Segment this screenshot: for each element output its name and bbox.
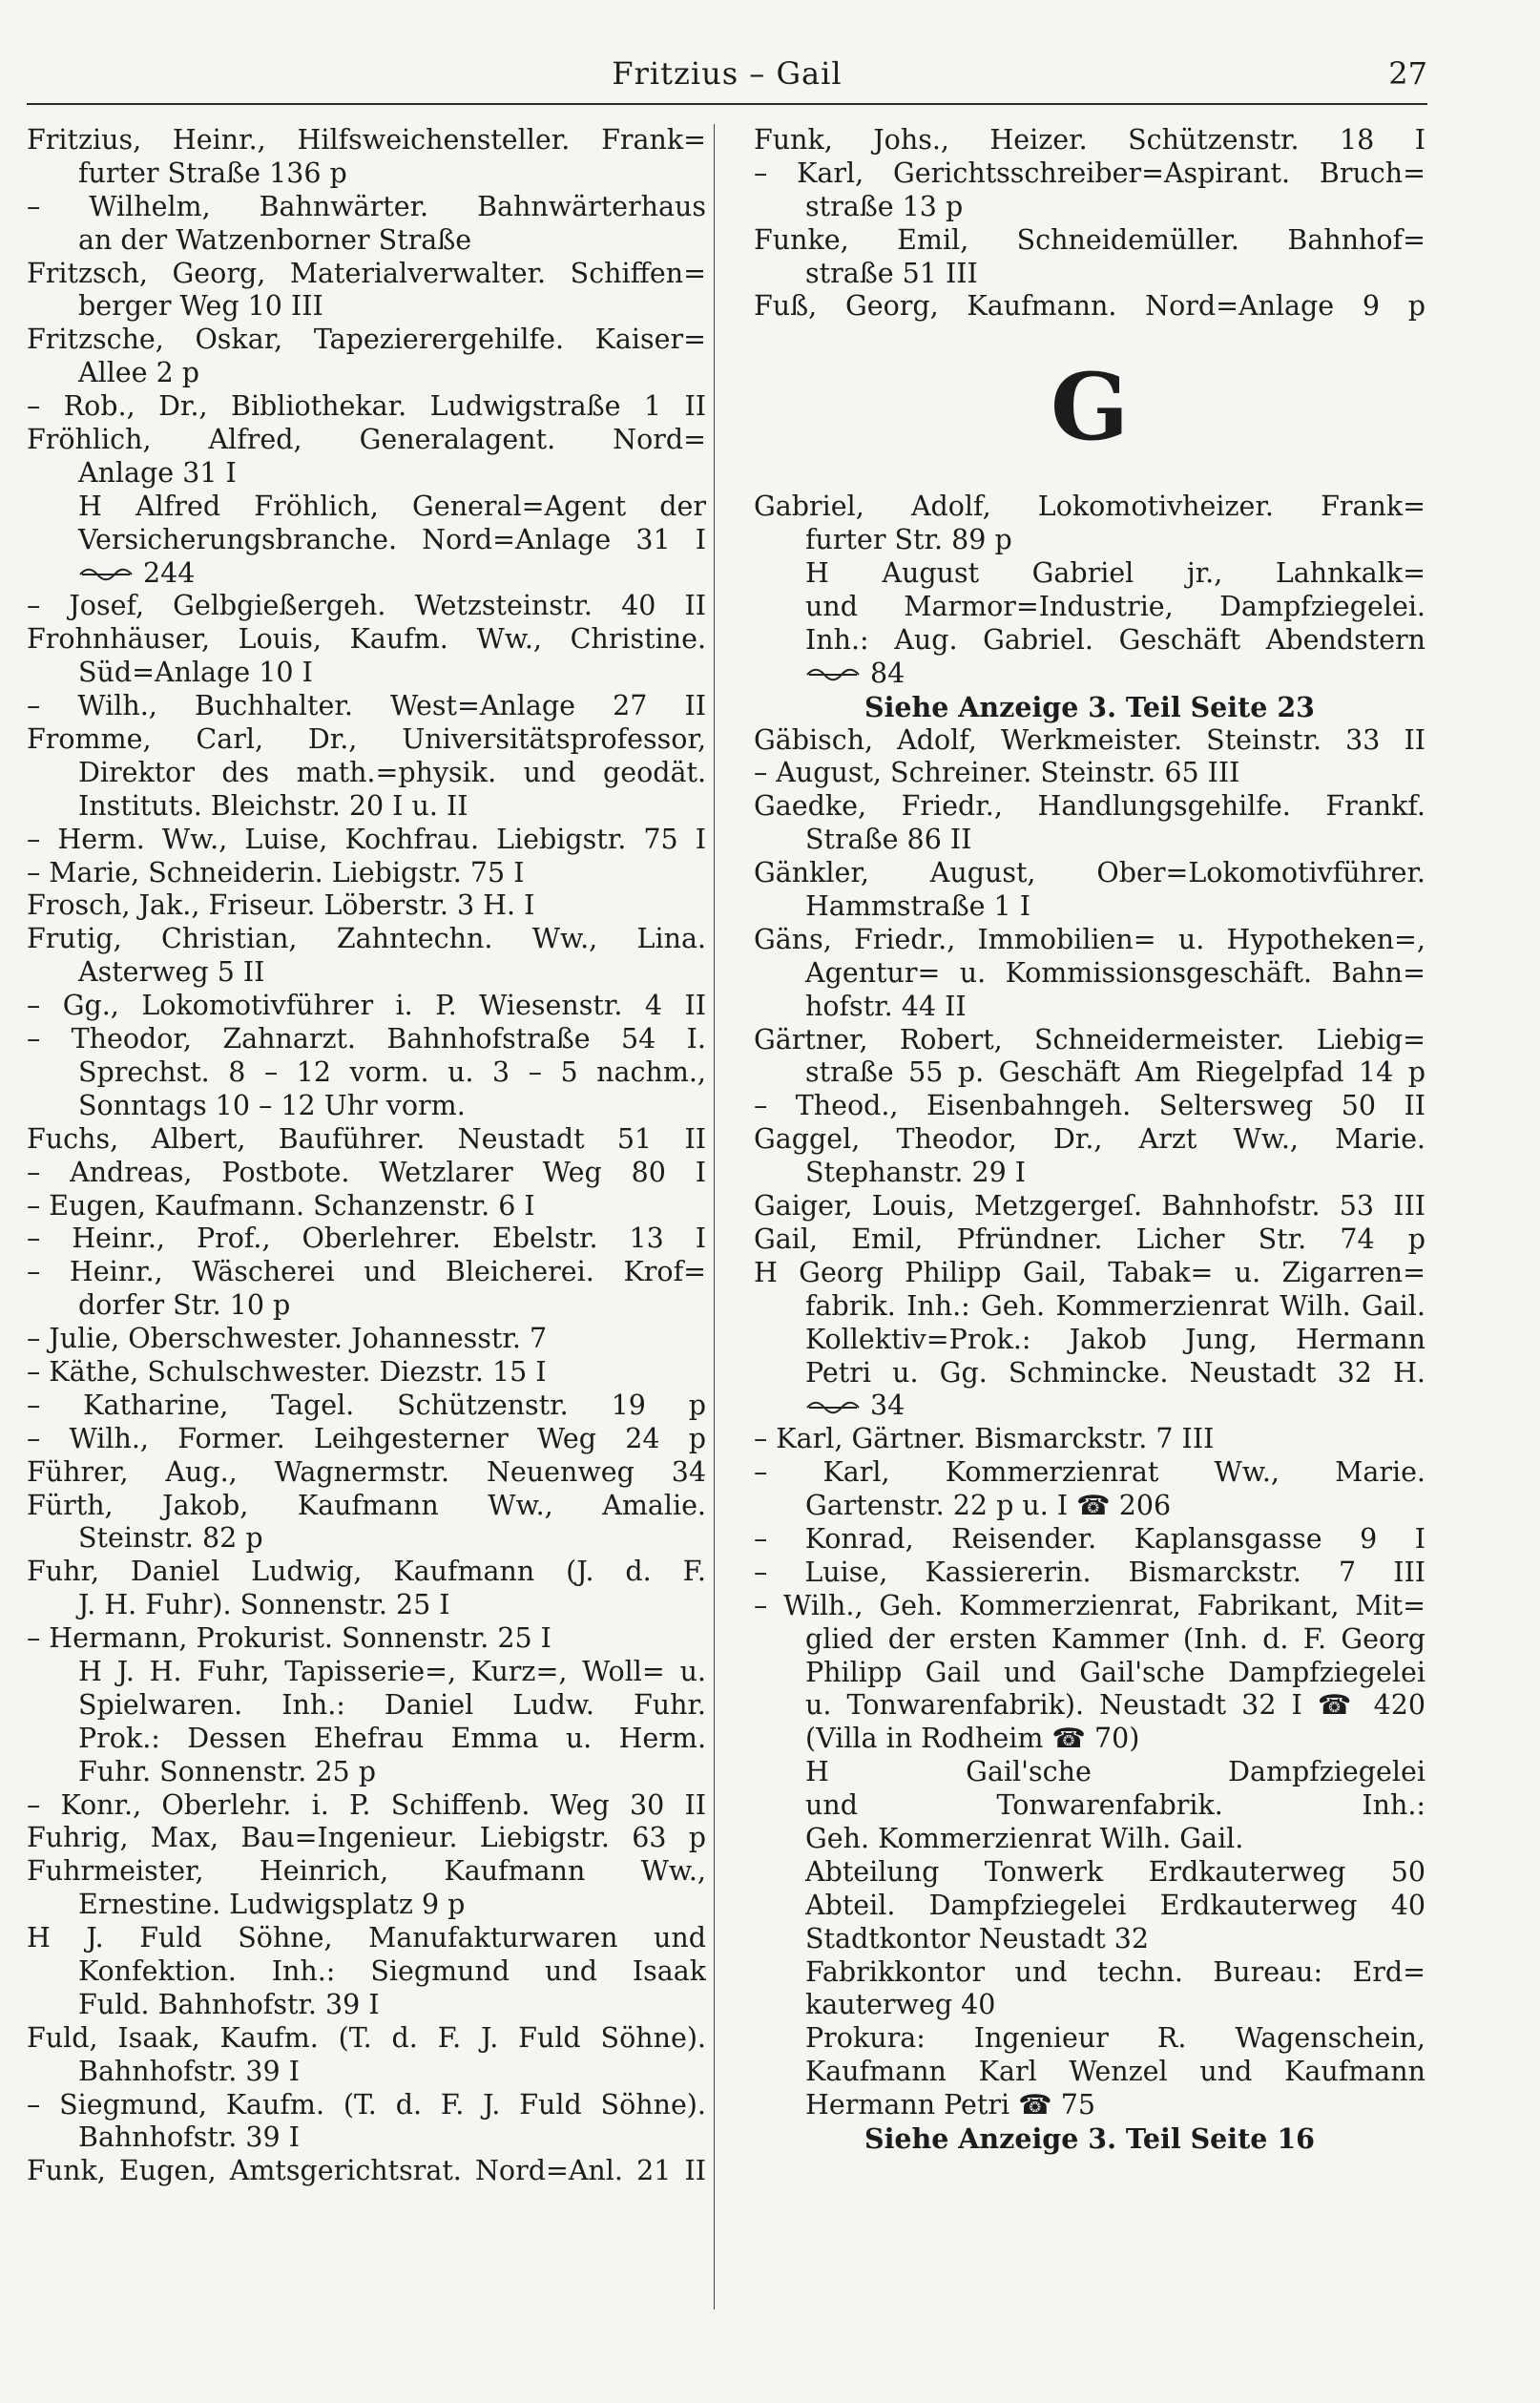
directory-line — [27, 2089, 706, 2122]
line-text: furter Straße 136 p — [78, 157, 347, 189]
directory-line — [27, 491, 706, 524]
line-text: Fuld, Isaak, Kaufm. (T. d. F. J. Fuld Söhne). — [27, 2021, 706, 2054]
directory-line — [754, 1357, 1426, 1390]
line-text: Gaggel, Theodor, Dr., Arzt Ww., Marie. — [754, 1123, 1426, 1156]
line-text: – Karl, Gerichtsschreiber=Aspirant. Bruch= — [754, 157, 1426, 189]
line-text: Kollektiv=Prok.: Jakob Jung, Hermann — [805, 1323, 1426, 1355]
line-text: Straße 86 II — [805, 824, 972, 856]
directory-line — [754, 1223, 1426, 1257]
directory-line — [27, 290, 706, 324]
directory-line — [754, 124, 1426, 157]
directory-line — [27, 357, 706, 390]
directory-line — [27, 157, 706, 191]
line-text: – Herm. Ww., Luise, Kochfrau. Liebigstr. 75 I — [27, 823, 706, 855]
line-text: Steinstr. 82 p — [78, 1522, 263, 1555]
line-text: Ernestine. Ludwigsplatz 9 p — [78, 1889, 466, 1921]
directory-line — [27, 1955, 706, 1989]
directory-line — [754, 957, 1426, 991]
line-text: – Gg., Lokomotivführer i. P. Wiesenstr. 4 II — [27, 990, 706, 1022]
line-text: – Käthe, Schulschwester. Diezstr. 15 I — [27, 1355, 547, 1388]
line-text: H J. Fuld Söhne, Manufakturwaren und — [27, 1922, 706, 1954]
line-text: Instituts. Bleichstr. 20 I u. II — [78, 789, 468, 822]
line-text: – Rob., Dr., Bibliothekar. Ludwigstraße 1 II — [27, 390, 706, 423]
directory-line — [754, 1056, 1426, 1090]
line-text: Agentur= u. Kommissionsgeschäft. Bahn= — [805, 956, 1426, 989]
directory-line — [27, 1855, 706, 1889]
directory-line — [754, 924, 1426, 957]
line-text: Fuhrig, Max, Bau=Ingenieur. Liebigstr. 63 p — [27, 1822, 706, 1854]
line-text: Siehe Anzeige 3. Teil Seite 16 — [864, 2121, 1316, 2155]
line-text: Allee 2 p — [78, 357, 200, 389]
directory-line — [754, 2056, 1426, 2089]
right-column — [754, 124, 1426, 2156]
line-text: an der Watzenborner Straße — [78, 223, 472, 256]
line-text: Siehe Anzeige 3. Teil Seite 23 — [864, 690, 1316, 723]
directory-line — [754, 890, 1426, 924]
line-text: glied der ersten Kammer (Inh. d. F. Georg — [805, 1622, 1426, 1655]
line-text: H J. H. Fuhr, Tapisserie=, Kurz=, Woll= u. — [78, 1655, 706, 1687]
directory-line — [754, 1523, 1426, 1557]
line-text: hofstr. 44 II — [805, 990, 967, 1022]
line-text: kauterweg 40 — [805, 1989, 996, 2021]
directory-line — [754, 691, 1426, 724]
line-text: Versicherungsbranche. Nord=Anlage 31 I — [78, 523, 706, 555]
line-text: Fuld. Bahnhofstr. 39 I — [78, 1988, 380, 2020]
line-text: Stephanstr. 29 I — [805, 1157, 1027, 1189]
directory-line — [27, 790, 706, 824]
directory-line — [27, 324, 706, 357]
line-text: Funke, Emil, Schneidemüller. Bahnhof= — [754, 223, 1426, 256]
directory-line — [27, 824, 706, 857]
directory-line — [754, 1490, 1426, 1523]
line-text: Sprechst. 8 – 12 vorm. u. 3 – 5 nachm., — [78, 1055, 706, 1088]
line-text: Fröhlich, Alfred, Generalagent. Nord= — [27, 424, 706, 456]
line-text: – Theodor, Zahnarzt. Bahnhofstraße 54 I. — [27, 1023, 706, 1055]
line-text: Gänkler, August, Ober=Lokomotivführer. — [754, 857, 1426, 889]
directory-line — [27, 657, 706, 690]
line-text: Frutig, Christian, Zahntechn. Ww., Lina. — [27, 923, 706, 955]
line-text: Anlage 31 I — [78, 456, 237, 489]
directory-line — [754, 157, 1426, 191]
line-text: – Luise, Kassiererin. Bismarckstr. 7 III — [754, 1556, 1426, 1588]
right-column-top — [754, 124, 1426, 324]
directory-line — [754, 1423, 1426, 1456]
line-text: Abteil. Dampfziegelei Erdkauterweg 40 — [805, 1889, 1426, 1921]
section-heading — [754, 324, 1426, 491]
directory-line — [754, 557, 1426, 591]
line-text: – Heinr., Prof., Oberlehrer. Ebelstr. 13 I — [27, 1222, 706, 1255]
directory-line — [754, 1989, 1426, 2022]
directory-line — [27, 956, 706, 990]
line-text: Fromme, Carl, Dr., Universitätsprofessor, — [27, 723, 706, 756]
directory-line — [27, 690, 706, 723]
directory-line — [27, 1756, 706, 1789]
line-text: – Hermann, Prokurist. Sonnenstr. 25 I — [27, 1622, 551, 1655]
directory-line — [27, 1789, 706, 1823]
directory-line — [27, 1256, 706, 1289]
line-text: Fritzsche, Oskar, Tapezierergehilfe. Kaiser= — [27, 324, 706, 356]
page-number: 27 — [1388, 55, 1427, 92]
directory-line — [754, 1623, 1426, 1657]
directory-line — [27, 857, 706, 890]
directory-line — [27, 623, 706, 657]
line-text: Fabrikkontor und techn. Bureau: Erd= — [805, 1955, 1426, 1988]
line-text: Prok.: Dessen Ehefrau Emma u. Herm. — [78, 1722, 706, 1754]
directory-line — [27, 2121, 706, 2155]
directory-line — [27, 1390, 706, 1423]
line-text: u. Tonwarenfabrik). Neustadt 32 I ☎ 420 — [805, 1689, 1426, 1722]
directory-line — [27, 1822, 706, 1855]
line-text: Asterweg 5 II — [78, 956, 265, 989]
directory-line — [754, 624, 1426, 658]
line-text: Abteilung Tonwerk Erdkauterweg 50 — [805, 1855, 1426, 1888]
line-text: Hammstraße 1 I — [805, 890, 1031, 923]
directory-line — [754, 1123, 1426, 1157]
directory-line — [754, 790, 1426, 824]
directory-line — [754, 1090, 1426, 1123]
directory-line — [27, 424, 706, 457]
directory-line — [27, 1356, 706, 1390]
directory-line — [27, 1989, 706, 2022]
directory-line — [754, 2122, 1426, 2156]
line-text: Philipp Gail und Gail'sche Dampfziegelei — [805, 1656, 1426, 1688]
directory-line — [27, 1323, 706, 1356]
directory-line — [754, 258, 1426, 291]
line-text: – Josef, Gelbgießergeh. Wetzsteinstr. 40 II — [27, 590, 706, 622]
directory-line — [27, 990, 706, 1023]
directory-line — [27, 1922, 706, 1955]
directory-line — [27, 1556, 706, 1589]
directory-line — [27, 557, 706, 591]
directory-line — [754, 1723, 1426, 1756]
directory-line — [27, 1522, 706, 1556]
directory-line — [27, 1622, 706, 1656]
directory-line — [754, 1689, 1426, 1723]
directory-line — [27, 590, 706, 623]
directory-line — [754, 1024, 1426, 1057]
line-text: – Karl, Gärtner. Bismarckstr. 7 III — [754, 1423, 1215, 1455]
directory-line — [27, 1157, 706, 1190]
directory-line — [27, 1222, 706, 1256]
line-text: Gäns, Friedr., Immobilien= u. Hypotheken=, — [754, 923, 1426, 955]
directory-line — [27, 1689, 706, 1723]
telephone-icon — [805, 667, 861, 682]
line-text: dorfer Str. 10 p — [78, 1289, 291, 1322]
page-header — [27, 50, 1427, 105]
directory-line — [754, 1456, 1426, 1490]
directory-line — [27, 1589, 706, 1622]
telephone-icon — [805, 1400, 861, 1415]
directory-line — [754, 824, 1426, 857]
line-text: Fuhr, Daniel Ludwig, Kaufmann (J. d. F. — [27, 1556, 706, 1588]
section-letter: G — [1051, 352, 1129, 461]
directory-line — [27, 457, 706, 491]
directory-line — [27, 1723, 706, 1756]
line-text: Bahnhofstr. 39 I — [78, 2055, 300, 2087]
line-text: berger Weg 10 III — [78, 290, 323, 323]
line-text: fabrik. Inh.: Geh. Kommerzienrat Wilh. Gail. — [805, 1289, 1426, 1322]
directory-line — [754, 1390, 1426, 1423]
line-text: Inh.: Aug. Gabriel. Geschäft Abendstern — [805, 623, 1426, 656]
directory-line — [754, 1157, 1426, 1190]
directory-line — [754, 1923, 1426, 1956]
line-text: Fritzsch, Georg, Materialverwalter. Schiffen= — [27, 257, 706, 289]
directory-line — [27, 1090, 706, 1123]
line-text: Fürth, Jakob, Kaufmann Ww., Amalie. — [27, 1489, 706, 1521]
line-text: Konfektion. Inh.: Siegmund und Isaak — [78, 1954, 706, 1987]
directory-line — [27, 1289, 706, 1323]
directory-line — [754, 658, 1426, 691]
directory-line — [27, 1490, 706, 1523]
directory-line — [27, 1456, 706, 1490]
line-text: Prokura: Ingenieur R. Wagenschein, — [805, 2022, 1426, 2055]
line-text: und Tonwarenfabrik. Inh.: — [805, 1789, 1426, 1822]
directory-line — [754, 757, 1426, 790]
line-text: Frohnhäuser, Louis, Kaufm. Ww., Christine. — [27, 623, 706, 656]
line-text: Gärtner, Robert, Schneidermeister. Liebig= — [754, 1023, 1426, 1055]
directory-line — [27, 1889, 706, 1922]
directory-line — [27, 1123, 706, 1157]
line-text: (Villa in Rodheim ☎ 70) — [805, 1723, 1140, 1755]
line-text: – Katharine, Tagel. Schützenstr. 19 p — [27, 1389, 706, 1421]
line-text: Hermann Petri ☎ 75 — [805, 2089, 1095, 2121]
directory-line — [754, 1190, 1426, 1223]
directory-line — [754, 1789, 1426, 1823]
line-text: Frosch, Jak., Friseur. Löberstr. 3 H. I — [27, 889, 535, 922]
line-text: Gaiger, Louis, Metzgergeſ. Bahnhofstr. 53 III — [754, 1190, 1426, 1222]
running-head: Fritzius – Gail — [612, 55, 843, 92]
directory-line — [27, 1056, 706, 1090]
line-text: – Eugen, Kaufmann. Schanzenstr. 6 I — [27, 1189, 535, 1222]
line-text: – Julie, Oberschwester. Johannesstr. 7 — [27, 1323, 548, 1355]
line-text: – Wilhelm, Bahnwärter. Bahnwärterhaus — [27, 190, 706, 222]
directory-line — [27, 191, 706, 224]
left-column — [27, 124, 715, 2309]
line-text: Gäbisch, Adolf, Werkmeister. Steinstr. 33 II — [754, 723, 1426, 756]
directory-line — [27, 923, 706, 956]
line-text: straße 55 p. Geschäft Am Riegelpfad 14 p — [805, 1056, 1426, 1089]
directory-line — [754, 857, 1426, 890]
line-text: – Heinr., Wäscherei und Bleicherei. Krof= — [27, 1256, 706, 1288]
directory-line — [27, 1190, 706, 1223]
directory-line — [754, 1290, 1426, 1324]
directory-line — [27, 2022, 706, 2056]
directory-line — [27, 124, 706, 157]
line-text: Spielwaren. Inh.: Daniel Ludw. Fuhr. — [78, 1688, 706, 1721]
line-text: Fuchs, Albert, Bauführer. Neustadt 51 II — [27, 1122, 706, 1155]
line-text: Süd=Anlage 10 I — [78, 657, 313, 689]
line-text: J. H. Fuhr). Sonnenstr. 25 I — [78, 1589, 450, 1621]
directory-line — [27, 524, 706, 557]
line-text: Sonntags 10 – 12 Uhr vorm. — [78, 1089, 466, 1121]
directory-line — [754, 1890, 1426, 1923]
directory-line — [754, 1657, 1426, 1690]
line-text: Geh. Kommerzienrat Wilh. Gail. — [805, 1822, 1244, 1854]
line-text: H Gail'sche Dampfziegelei — [805, 1756, 1426, 1788]
line-text: Kaufmann Karl Wenzel und Kaufmann — [805, 2056, 1426, 2088]
line-text: – Karl, Kommerzienrat Ww., Marie. — [754, 1456, 1426, 1489]
directory-line — [754, 290, 1426, 324]
directory-line — [754, 1590, 1426, 1623]
line-text: – Konr., Oberlehr. i. P. Schiffenb. Weg 30 II — [27, 1788, 706, 1821]
directory-line — [754, 1823, 1426, 1856]
directory-line — [27, 1656, 706, 1689]
directory-line — [754, 1956, 1426, 1990]
line-text: Stadtkontor Neustadt 32 — [805, 1922, 1149, 1954]
directory-line — [754, 524, 1426, 557]
line-text: und Marmor=Industrie, Dampfziegelei. — [805, 591, 1426, 623]
directory-line — [27, 757, 706, 790]
directory-line — [754, 724, 1426, 758]
directory-line — [27, 1023, 706, 1056]
line-text: Gartenstr. 22 p u. I ☎ 206 — [805, 1490, 1172, 1522]
directory-line — [754, 591, 1426, 624]
directory-line — [754, 1756, 1426, 1789]
line-text: H Georg Philipp Gail, Tabak= u. Zigarren= — [754, 1256, 1426, 1288]
directory-line — [754, 2022, 1426, 2056]
line-text: 34 — [870, 1390, 905, 1422]
directory-line — [27, 1423, 706, 1456]
telephone-icon — [78, 567, 134, 582]
line-text: Gaedke, Friedr., Handlungsgehilfe. Frankf. — [754, 790, 1426, 823]
line-text: – Wilh., Buchhalter. West=Anlage 27 II — [27, 690, 706, 722]
line-text: Fuß, Georg, Kaufmann. Nord=Anlage 9 p — [754, 290, 1426, 323]
directory-line — [754, 491, 1426, 524]
directory-line — [27, 2056, 706, 2089]
line-text: – Wilh., Geh. Kommerzienrat, Fabrikant, Mit= — [754, 1589, 1426, 1621]
line-text: Führer, Aug., Wagnermstr. Neuenweg 34 — [27, 1455, 706, 1488]
line-text: – Siegmund, Kaufm. (T. d. F. J. Fuld Söhne). — [27, 2088, 706, 2121]
directory-line — [27, 723, 706, 757]
directory-line — [27, 390, 706, 424]
line-text: – August, Schreiner. Steinstr. 65 III — [754, 757, 1240, 789]
line-text: – Wilh., Former. Leihgesterner Weg 24 p — [27, 1422, 706, 1454]
directory-line — [754, 224, 1426, 258]
line-text: Gail, Emil, Pfründner. Licher Str. 74 p — [754, 1222, 1426, 1255]
line-text: Gabriel, Adolf, Lokomotivheizer. Frank= — [754, 491, 1426, 523]
directory-line — [754, 191, 1426, 224]
line-text: Petri u. Gg. Schmincke. Neustadt 32 H. — [805, 1356, 1426, 1389]
line-text: – Theod., Eisenbahngeh. Seltersweg 50 II — [754, 1090, 1426, 1122]
line-text: Fuhrmeister, Heinrich, Kaufmann Ww., — [27, 1855, 706, 1888]
line-text: Fuhr. Sonnenstr. 25 p — [78, 1755, 376, 1787]
directory-line — [754, 1257, 1426, 1290]
directory-line — [754, 1324, 1426, 1357]
line-text: Funk, Johs., Heizer. Schützenstr. 18 I — [754, 124, 1426, 156]
line-text: Funk, Eugen, Amtsgerichtsrat. Nord=Anl. 21 II — [27, 2155, 706, 2187]
directory-line — [27, 889, 706, 923]
line-text: straße 13 p — [805, 190, 964, 222]
line-text: – Marie, Schneiderin. Liebigstr. 75 I — [27, 856, 525, 888]
line-text: furter Str. 89 p — [805, 524, 1012, 556]
line-text: Bahnhofstr. 39 I — [78, 2121, 300, 2154]
line-text: 84 — [870, 657, 905, 689]
directory-line — [754, 2089, 1426, 2122]
line-text: 244 — [143, 556, 196, 589]
right-column-bottom — [754, 491, 1426, 2156]
directory-line — [27, 2155, 706, 2188]
line-text: Fritzius, Heinr., Hilfsweichensteller. Frank= — [27, 124, 706, 156]
directory-line — [27, 224, 706, 258]
line-text: Direktor des math.=physik. und geodät. — [78, 756, 706, 788]
directory-line — [754, 991, 1426, 1024]
line-text: H August Gabriel jr., Lahnkalk= — [805, 557, 1426, 590]
directory-line — [754, 1557, 1426, 1590]
line-text: – Konrad, Reisender. Kaplansgasse 9 I — [754, 1522, 1426, 1555]
line-text: H Alfred Fröhlich, General=Agent der — [78, 490, 706, 522]
directory-line — [754, 1856, 1426, 1890]
directory-line — [27, 258, 706, 291]
line-text: straße 51 III — [805, 257, 978, 289]
line-text: – Andreas, Postbote. Wetzlarer Weg 80 I — [27, 1156, 706, 1188]
